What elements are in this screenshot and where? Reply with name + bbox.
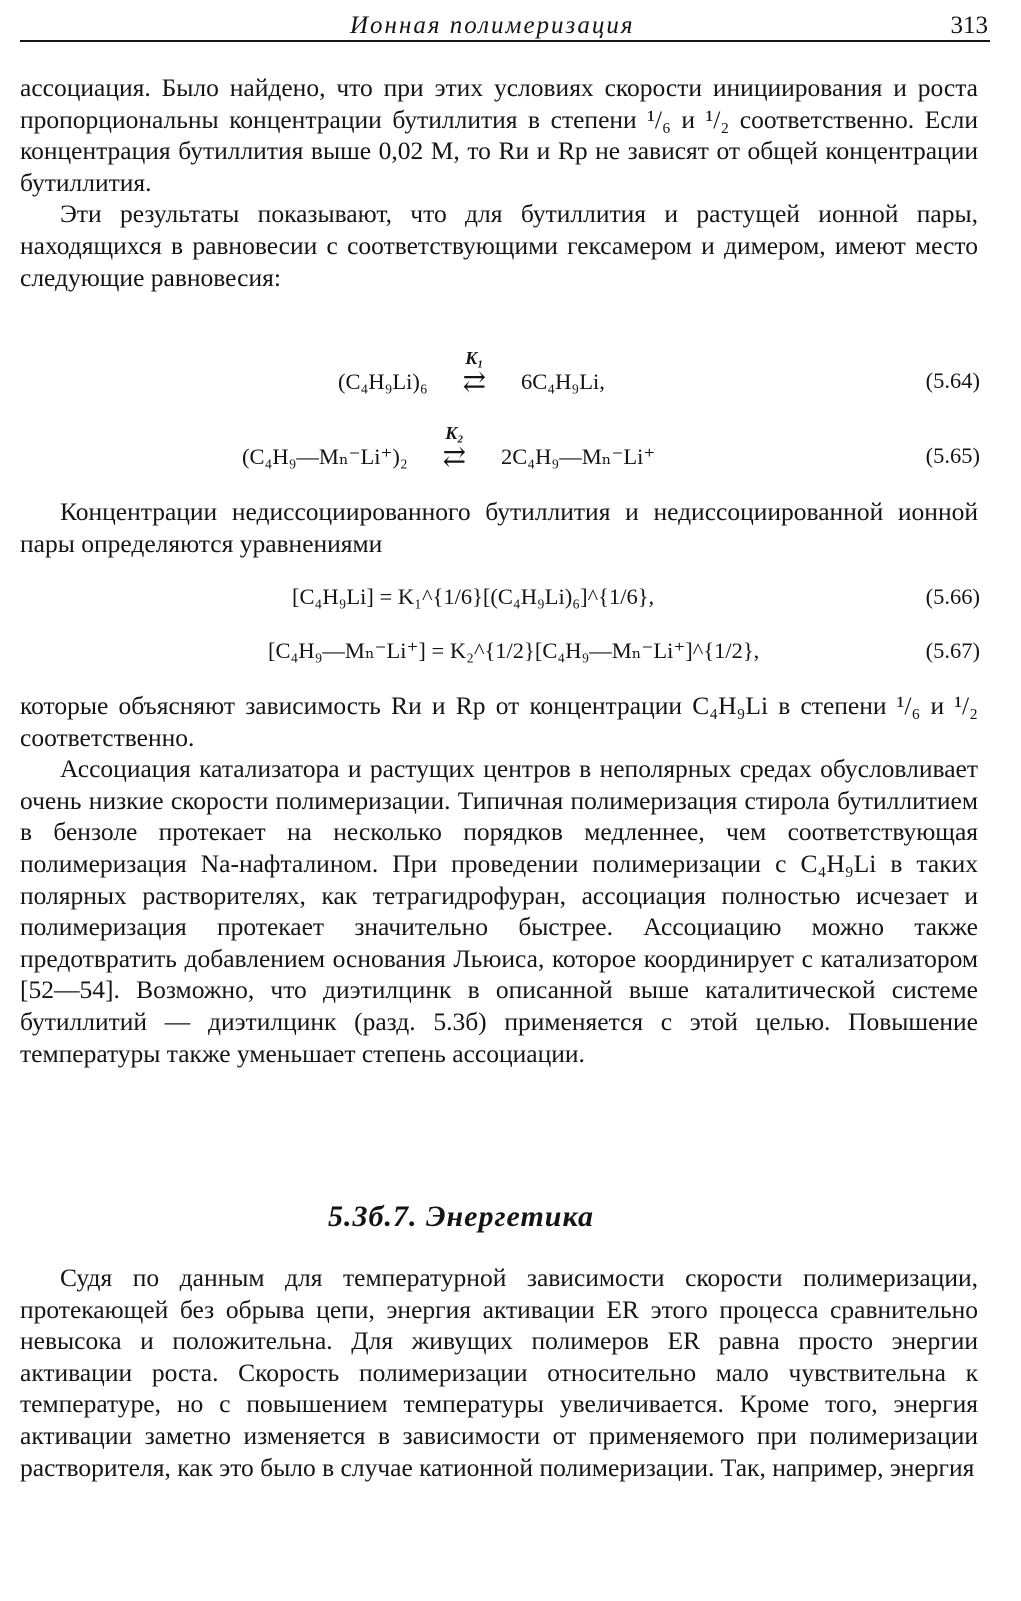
text-block-mid bbox=[20, 496, 978, 559]
header-rule bbox=[20, 40, 990, 42]
equation-text: [C₄H₉—Mₙ⁻Li⁺] = K₂^{1/2}[C₄H₉—Mₙ⁻Li⁺]^{1/2}, bbox=[268, 638, 760, 663]
text-block-after bbox=[20, 690, 978, 1069]
equilibrium-arrow bbox=[413, 423, 495, 475]
equation-left: (C₄H₉Li)₆ bbox=[338, 369, 428, 395]
paragraph: Ассоциация катализатора и растущих центров в неполярных средах обусловливает очень низкие скорости полимеризации. Типичная полимеризация стирола бутиллитием в бензоле протекает на несколько порядков медленнее, чем соответствующая полимеризация Na-нафталином. При проведении полимеризации с C₄H₉Li в таких полярных растворителях, как тетрагидрофуран, ассоциация полностью исчезает и полимеризация протекает значительно быстрее. Ассоциацию можно также предотвратить добавлением основания Льюиса, которое координирует с катализатором [52—54]. Возможно, что диэтилцинк в описанной выше каталитической системе бутиллитий — диэтилцинк (разд. 5.3б) применяется с этой целью. Повышение температуры также уменьшает степень ассоциации. bbox=[20, 754, 978, 1068]
equation-text: [C₄H₉Li] = K₁^{1/6}[(C₄H₉Li)₆]^{1/6}, bbox=[292, 584, 655, 609]
equation-right: 2C₄H₉—Mₙ⁻Li⁺ bbox=[501, 444, 656, 470]
equation-left: (C₄H₉—Mₙ⁻Li⁺)₂ bbox=[242, 444, 408, 470]
paragraph: Эти результаты показывают, что для бутиллития и растущей ионной пары, находящихся в равновесии с соответствующими гексамером и димером, имеют место следующие равновесия: bbox=[20, 199, 978, 292]
equilibrium-constant: K₂ bbox=[445, 423, 464, 443]
equation-number: (5.65) bbox=[925, 443, 980, 468]
equation-right: 6C₄H₉Li, bbox=[521, 369, 605, 395]
paragraph: Концентрации недиссоциированного бутиллития и недиссоциированной ионной пары определяются уравнениями bbox=[20, 497, 978, 558]
equation-number: (5.64) bbox=[925, 368, 980, 393]
text-block-top bbox=[20, 72, 978, 293]
equilibrium-constant: K₁ bbox=[465, 348, 484, 368]
paragraph: ассоциация. Было найдено, что при этих условиях скорости инициирования и роста пропорциональны концентрации бутиллития в степени ¹/₆ и ¹/₂ соответственно. Если концентрация бутиллития выше 0,02 M, то Rи и Rр не зависят от общей концентрации бутиллития. bbox=[20, 73, 978, 197]
equation-row bbox=[20, 348, 980, 408]
equation-row bbox=[20, 584, 980, 624]
equation-number: (5.67) bbox=[925, 638, 980, 663]
equation-row bbox=[20, 638, 980, 678]
section-heading: 5.3б.7. Энергетика bbox=[328, 1200, 594, 1233]
running-header bbox=[20, 8, 990, 42]
equation-row bbox=[20, 423, 980, 483]
paragraph: Судя по данным для температурной зависимости скорости полимеризации, протекающей без обрыва цепи, энергия активации ER этого процесса сравнительно невысока и положительна. Для живущих полимеров ER равна просто энергии активации роста. Скорость полимеризации относительно мало чувствительна к температуре, но с повышением температуры увеличивается. Кроме того, энергия активации заметно изменяется в зависимости от применяемого при полимеризации растворителя, как это было в случае катионной полимеризации. Так, например, энергия bbox=[20, 1263, 978, 1482]
paragraph: которые объясняют зависимость Rи и Rр от концентрации C₄H₉Li в степени ¹/₆ и ¹/₂ соответственно. bbox=[20, 691, 978, 752]
equilibrium-arrow bbox=[433, 348, 515, 400]
page-number: 313 bbox=[950, 12, 988, 39]
equilibrium-arrow-icon: ⇄ bbox=[442, 442, 467, 473]
equilibrium-arrow-icon: ⇄ bbox=[462, 367, 487, 398]
running-title: Ионная полимеризация bbox=[350, 12, 635, 39]
text-block-bottom bbox=[20, 1262, 978, 1483]
equation-number: (5.66) bbox=[925, 584, 980, 609]
